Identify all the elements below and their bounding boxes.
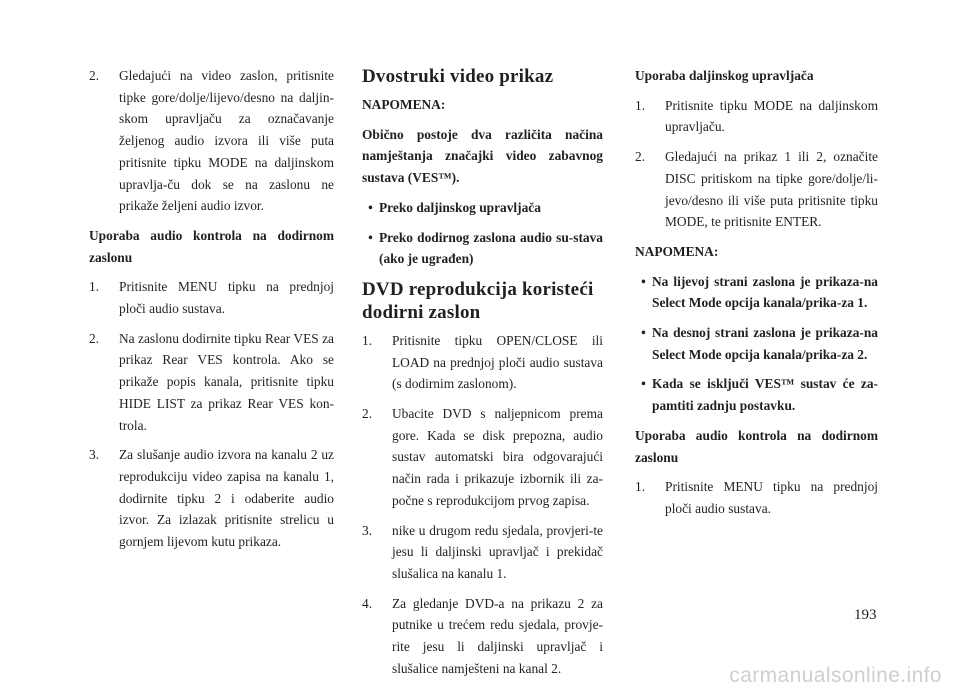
bullet-icon: • — [641, 273, 646, 289]
page-number: 193 — [854, 607, 877, 623]
bullet-text: Preko dodirnog zaslona audio su-stava (ako je ugrađen) — [379, 229, 603, 267]
step-number: 2. — [635, 149, 646, 165]
step-number: 4. — [362, 595, 373, 611]
right-column — [635, 65, 878, 528]
section-title: DVD reprodukcija koristeći dodirni zaslon — [362, 278, 594, 323]
step-number: 1. — [635, 97, 646, 113]
step-text: Ubacite DVD s naljepnicom prema gore. Kada se disk prepozna, audio sustav automatski bira odgovarajući način rada i prikazuje izbornik ili za-počne s reprodukcijom prvog zapisa. — [392, 406, 603, 508]
step-text: Za slušanje audio izvora na kanalu 2 uz reprodukciju video zapisa na kanalu 1, dodirnite tipku 2 i odaberite audio izvor. Za izlazak pritisnite strelicu u gornjem lijevom kutu prikaza. — [119, 447, 334, 550]
bullet-text: Kada se isključi VES™ sustav će za-pamtiti zadnju postavku. — [652, 376, 878, 414]
numbered-step — [89, 444, 334, 553]
step-number: 1. — [89, 279, 100, 295]
step-text: Pritisnite MENU tipku na prednjoj ploči audio sustava. — [665, 479, 878, 516]
step-text: Pritisnite MENU tipku na prednjoj ploči audio sustava. — [119, 279, 334, 317]
step-text: Za gledanje DVD-a na prikazu 2 za putnike u trećem redu sjedala, provje-rite jesu li daljinski upravljač i slušalice namješteni na kanal 2. — [392, 595, 603, 676]
bullet-item — [362, 197, 603, 219]
step-number: 1. — [635, 479, 646, 495]
section-heading: Uporaba daljinskog upravljača — [635, 68, 814, 83]
numbered-step — [362, 403, 603, 512]
numbered-step — [89, 276, 334, 319]
bullet-icon: • — [368, 229, 373, 245]
bullet-text: Na desnoj strani zaslona je prikaza-na Select Mode opcija kanala/prika-za 2. — [652, 325, 878, 362]
section-heading: Uporaba audio kontrola na dodirnom zaslonu — [635, 427, 878, 465]
step-number: 3. — [362, 522, 373, 538]
section-heading: Uporaba audio kontrola na dodirnom zaslonu — [89, 227, 334, 265]
step-number: 3. — [89, 447, 100, 463]
numbered-step — [362, 520, 603, 585]
step-text: Gledajući na video zaslon, pritisnite tipke gore/dolje/lijevo/desno na daljin-skom upravljaču za označavanje željenog audio izvora ili više puta pritisnite tipku MODE na daljinskom upravlja-ču dok se na zaslonu ne prikaže željeni audio izvor. — [119, 68, 334, 214]
step-number: 2. — [89, 68, 100, 83]
note-label: NAPOMENA: — [635, 243, 719, 259]
bullet-icon: • — [641, 376, 646, 392]
section-title: Dvostruki video prikaz — [362, 66, 554, 87]
step-number: 1. — [362, 332, 373, 348]
note-label: NAPOMENA: — [362, 97, 446, 112]
step-text: Pritisnite tipku MODE na daljinskom upravljaču. — [665, 97, 878, 135]
bullet-icon: • — [641, 325, 646, 341]
step-text: nike u drugom redu sjedala, provjeri-te jesu li daljinski upravljač i prekidač slušalica na kanalu 1. — [392, 522, 603, 581]
watermark: carmanualsonline.info — [729, 664, 942, 687]
numbered-step — [635, 95, 878, 138]
numbered-step — [89, 328, 334, 437]
bullet-text: Preko daljinskog upravljača — [379, 199, 541, 215]
numbered-step — [635, 476, 878, 519]
bullet-item — [635, 322, 878, 365]
step-text: Gledajući na prikaz 1 ili 2, označite DISC pritiskom na tipke gore/dolje/li-jevo/desno ili više puta pritisnite tipku MODE, te pritisnite ENTER. — [665, 149, 878, 230]
bullet-text: Na lijevoj strani zaslona je prikaza-na Select Mode opcija kanala/prika-za 1. — [652, 273, 878, 311]
note-text: Obično postoje dva različita načina namještanja značajki video zabavnog sustava (VES™). — [362, 126, 603, 186]
bullet-icon: • — [368, 199, 373, 215]
step-number: 2. — [362, 406, 373, 422]
numbered-step — [89, 65, 334, 217]
step-text: Pritisnite tipku OPEN/CLOSE ili LOAD na prednjoj ploči audio sustava (s dodirnim zaslonom). — [392, 332, 603, 392]
step-text: Na zaslonu dodirnite tipku Rear VES za prikaz Rear VES kontrola. Ako se prikaže popis kanala, pritisnite tipku HIDE LIST za prikaz Rear VES kon-trola. — [119, 330, 334, 433]
bullet-item — [362, 227, 603, 270]
step-number: 2. — [89, 330, 100, 346]
numbered-step — [635, 146, 878, 233]
bullet-item — [635, 271, 878, 314]
numbered-step — [362, 330, 603, 395]
bullet-item — [635, 373, 878, 416]
middle-column — [362, 65, 603, 687]
left-column — [89, 65, 334, 561]
